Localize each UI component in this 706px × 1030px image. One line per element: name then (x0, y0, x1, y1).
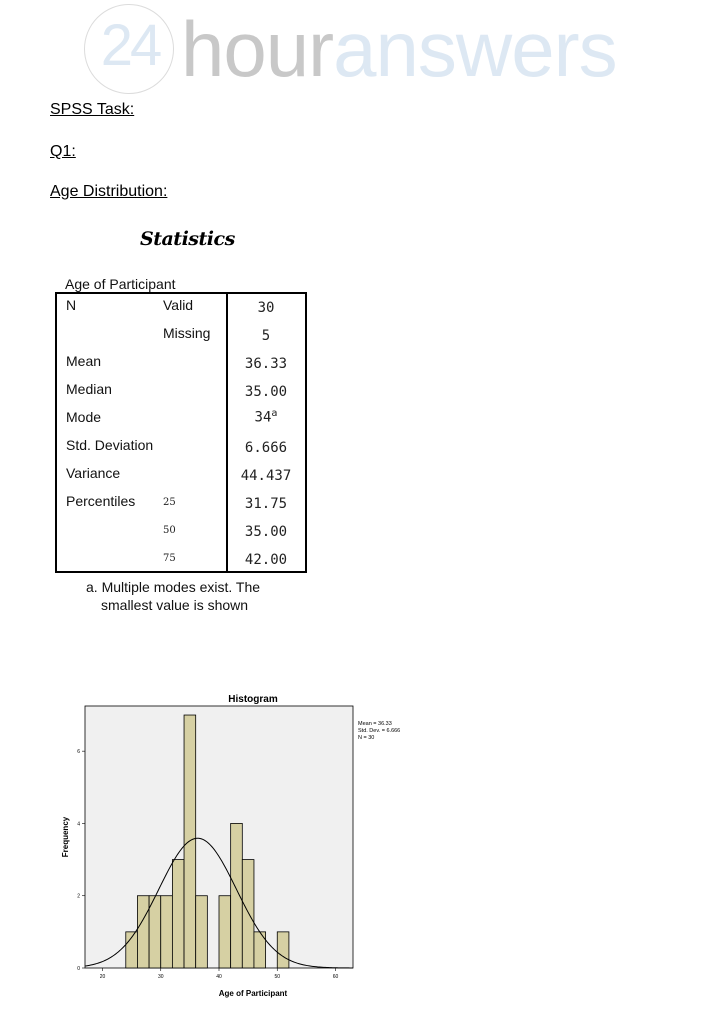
legend-mean: Mean = 36.33 (358, 721, 392, 727)
legend-sd: Std. Dev. = 6.666 (358, 728, 401, 734)
row-valid-label: Valid (163, 297, 194, 313)
row-mean-label: Mean (66, 353, 102, 369)
x-tick-label: 30 (157, 974, 164, 980)
histogram-chart (0, 680, 706, 1010)
heading-age-distribution: Age Distribution: (50, 183, 168, 200)
row-p75-value: 42.00 (244, 552, 288, 568)
histogram-bar (184, 715, 196, 968)
row-p50-value: 35.00 (244, 524, 288, 540)
watermark-answers: answers (333, 5, 617, 93)
x-tick-label: 20 (99, 974, 106, 980)
histogram-bar (149, 896, 161, 968)
statistics-title: Statistics (140, 228, 235, 250)
mode-footnote-marker: a (271, 408, 278, 419)
histogram-bar (196, 896, 208, 968)
histogram-bar (137, 896, 149, 968)
histogram-title: Histogram (228, 694, 278, 705)
row-variance-value: 44.437 (240, 468, 292, 484)
row-variance-label: Variance (66, 465, 121, 481)
row-percentiles-label: Percentiles (66, 493, 136, 509)
row-mode-value (236, 408, 296, 426)
watermark-number: 24 (100, 13, 160, 78)
y-tick-label: 0 (77, 966, 80, 972)
row-n-label: N (66, 297, 77, 313)
table-footnote (86, 578, 260, 614)
histogram-bar (172, 860, 184, 968)
variable-label: Age of Participant (65, 276, 176, 292)
histogram-bar (277, 932, 289, 968)
row-p25-value: 31.75 (244, 496, 288, 512)
row-sd-value: 6.666 (244, 440, 288, 456)
footnote-line-1: a. Multiple modes exist. The (86, 579, 261, 595)
watermark-hour: hour (181, 5, 334, 93)
y-axis-label: Frequency (61, 816, 70, 858)
x-axis-label: Age of Participant (218, 989, 288, 998)
row-p25-label: 25 (163, 497, 176, 508)
row-median-label: Median (66, 381, 112, 397)
legend-n: N = 30 (358, 735, 375, 741)
row-mean-value: 36.33 (244, 356, 288, 372)
row-sd-label: Std. Deviation (66, 437, 154, 453)
histogram-bar (242, 860, 254, 968)
mode-value-text: 34 (254, 409, 272, 426)
y-tick-label: 6 (77, 749, 80, 756)
histogram-bar (161, 896, 173, 968)
row-p75-label: 75 (163, 553, 176, 564)
row-missing-value: 5 (261, 328, 271, 344)
heading-spss-task: SPSS Task: (50, 101, 135, 118)
heading-q1: Q1: (50, 143, 76, 160)
row-missing-label: Missing (163, 325, 211, 341)
histogram-bar (219, 896, 231, 968)
row-p50-label: 50 (163, 525, 176, 536)
row-median-value: 35.00 (244, 384, 288, 400)
row-mode-label: Mode (66, 409, 102, 425)
footnote-line-2: smallest value is shown (101, 597, 249, 613)
x-tick-label: 60 (332, 974, 339, 980)
x-tick-label: 40 (216, 974, 222, 980)
x-tick-label: 50 (274, 974, 281, 980)
watermark-text (181, 4, 617, 94)
histogram-bar (231, 823, 243, 968)
table-divider (226, 292, 228, 573)
y-tick-label: 2 (77, 893, 80, 900)
row-valid-value: 30 (257, 300, 275, 316)
y-tick-label: 4 (77, 821, 80, 828)
